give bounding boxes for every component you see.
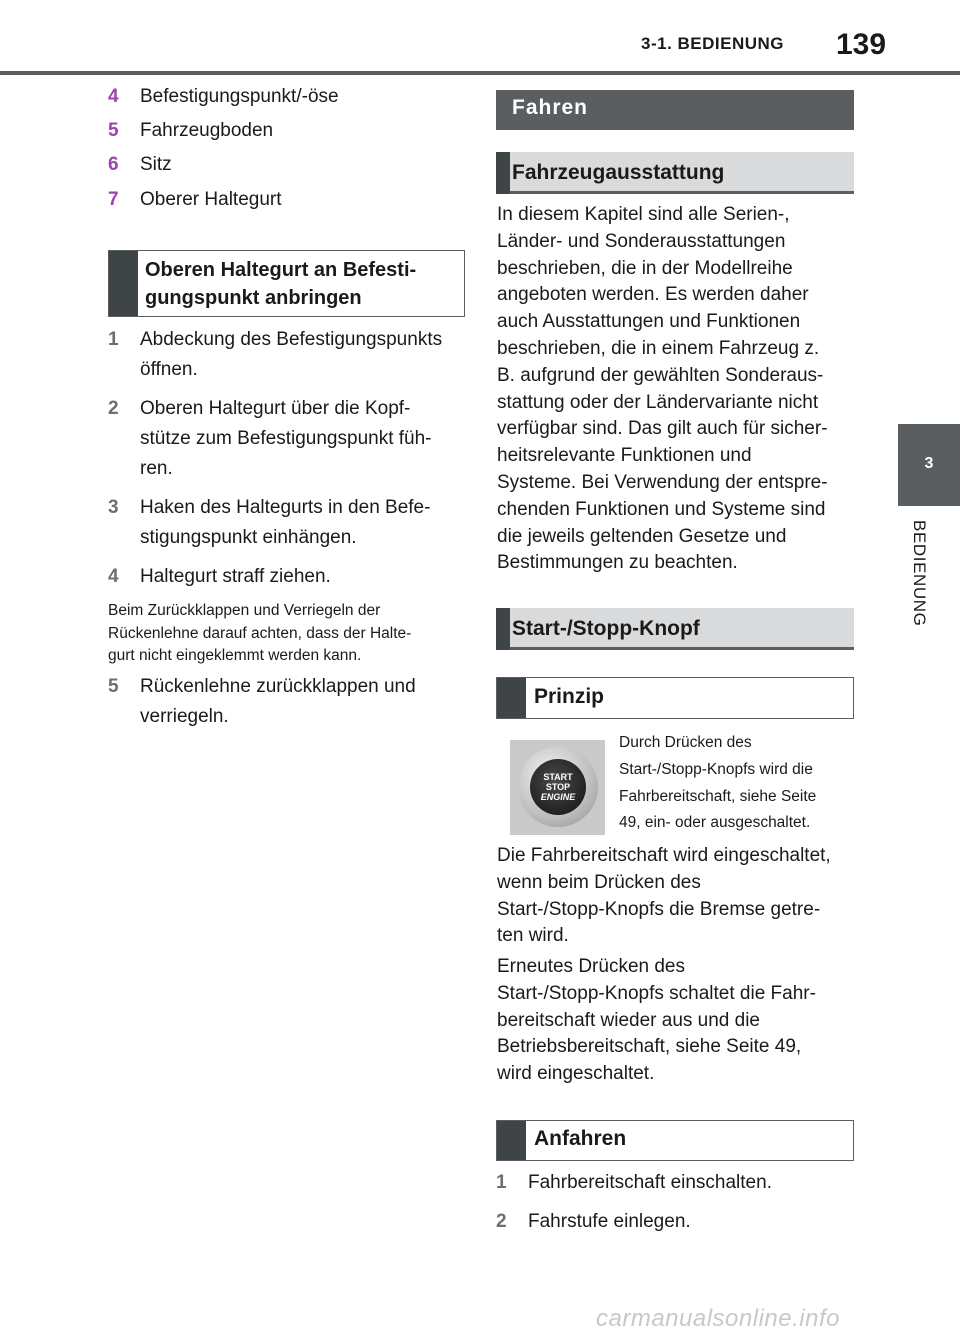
step-text: Oberen Haltegurt über die Kopf- stütze zum Befestigungspunkt füh- ren. xyxy=(140,398,432,479)
heading-title: Anfahren xyxy=(534,1127,627,1150)
step-item xyxy=(108,394,432,484)
step-item xyxy=(108,562,331,592)
note-line: Beim Zurückklappen und Verriegeln der xyxy=(108,602,381,619)
note-text xyxy=(108,600,411,668)
heading-bar xyxy=(497,1121,526,1160)
start-stop-button-face xyxy=(530,759,586,815)
subsection-bar xyxy=(496,152,510,194)
button-label: ENGINE xyxy=(540,792,576,802)
section-title-fahren xyxy=(496,90,854,130)
list-number: 5 xyxy=(108,120,119,141)
chapter-tab-rule xyxy=(898,504,960,506)
step-item xyxy=(108,325,442,385)
step-item xyxy=(496,1168,772,1198)
button-label: STOP xyxy=(545,782,571,792)
section-heading-box xyxy=(108,250,465,317)
subsection-bar xyxy=(496,608,510,650)
start-stop-button-image xyxy=(510,740,605,835)
step-number: 2 xyxy=(496,1211,507,1232)
step-number: 5 xyxy=(108,676,119,697)
watermark: carmanualsonline.info xyxy=(596,1305,840,1332)
step-text: Rückenlehne zurückklappen und verriegeln. xyxy=(140,676,416,727)
list-text: Sitz xyxy=(140,154,172,175)
chapter-title: 3-1. BEDIENUNG xyxy=(641,34,785,53)
list-item xyxy=(108,150,172,180)
button-label: START xyxy=(543,772,573,782)
heading-bar xyxy=(497,678,526,718)
step-item xyxy=(108,493,430,553)
step-text: Haken des Haltegurts in den Befe- stigungspunkt einhängen. xyxy=(140,497,431,548)
list-number: 6 xyxy=(108,154,119,175)
list-item xyxy=(108,185,282,215)
paragraph-erneutes-druecken: Erneutes Drücken des Start-/Stopp-Knopfs schaltet die Fahr- bereitschaft wieder aus und die Betriebsbereitschaft, siehe Seite 49, wird eingeschaltet. xyxy=(497,956,816,1085)
step-number: 2 xyxy=(108,398,119,419)
header-rule xyxy=(0,71,960,75)
section-heading-line: gungspunkt anbringen xyxy=(145,287,362,309)
list-text: Fahrzeugboden xyxy=(140,120,274,141)
list-number: 4 xyxy=(108,86,119,107)
paragraph-fahrbereitschaft: Die Fahrbereitschaft wird eingeschaltet, wenn beim Drücken des Start-/Stopp-Knopfs die Bremse getre- ten wird. xyxy=(497,845,831,947)
subsection-ausstattung xyxy=(496,152,854,194)
note-line: gurt nicht eingeklemmt werden kann. xyxy=(108,647,362,664)
step-text: Fahrstufe einlegen. xyxy=(528,1211,691,1232)
step-text: Fahrbereitschaft einschalten. xyxy=(528,1172,772,1193)
subsection-title: Start-/Stopp-Knopf xyxy=(512,617,700,640)
step-number: 1 xyxy=(496,1172,507,1193)
step-text: Haltegurt straff ziehen. xyxy=(140,566,331,587)
section-title-text: Fahren xyxy=(512,96,589,119)
heading-anfahren xyxy=(496,1120,854,1161)
list-text: Befestigungspunkt/-öse xyxy=(140,86,339,107)
ausstattung-paragraph: In diesem Kapitel sind alle Serien-, Länder- und Sonderausstattungen beschrieben, die in der Modellreihe angeboten werden. Es werden daher auch Ausstattungen und Funktionen beschrieben, die in einem Fahrzeug z. B. aufgrund der gewählten Sonderaus- stattung oder der Ländervariante nicht verfügbar sind. Das gilt auch für sicher- heitsrelevante Funktionen und Systeme. Bei Verwendung der entspre- chenden Funktionen und Systeme sind die jeweils geltenden Gesetze und Bestimmungen zu beachten. xyxy=(497,204,828,574)
section-heading-bar xyxy=(109,251,138,316)
list-item xyxy=(108,82,339,112)
step-number: 4 xyxy=(108,566,119,587)
heading-title: Prinzip xyxy=(534,685,605,708)
prinzip-caption: Durch Drücken des Start-/Stopp-Knopfs wird die Fahrbereitschaft, siehe Seite 49, ein- oder ausgeschaltet. xyxy=(619,734,817,832)
subsection-startstopp xyxy=(496,608,854,650)
step-text: Abdeckung des Befestigungspunkts öffnen. xyxy=(140,329,443,380)
step-item xyxy=(108,672,416,732)
step-item xyxy=(496,1207,691,1237)
list-text: Oberer Haltegurt xyxy=(140,189,282,210)
heading-prinzip xyxy=(496,677,854,719)
subsection-title: Fahrzeugausstattung xyxy=(512,161,725,184)
section-heading-line: Oberen Haltegurt an Befesti- xyxy=(145,259,417,281)
note-line: Rückenlehne darauf achten, dass der Halte- xyxy=(108,624,412,642)
step-number: 1 xyxy=(108,329,119,350)
list-number: 7 xyxy=(108,189,119,210)
chapter-tab-label: BEDIENUNG xyxy=(910,520,929,627)
list-item xyxy=(108,116,273,146)
chapter-tab: 3 xyxy=(898,424,960,504)
page-number: 139 xyxy=(836,28,887,61)
step-number: 3 xyxy=(108,497,119,518)
section-heading xyxy=(145,256,416,312)
